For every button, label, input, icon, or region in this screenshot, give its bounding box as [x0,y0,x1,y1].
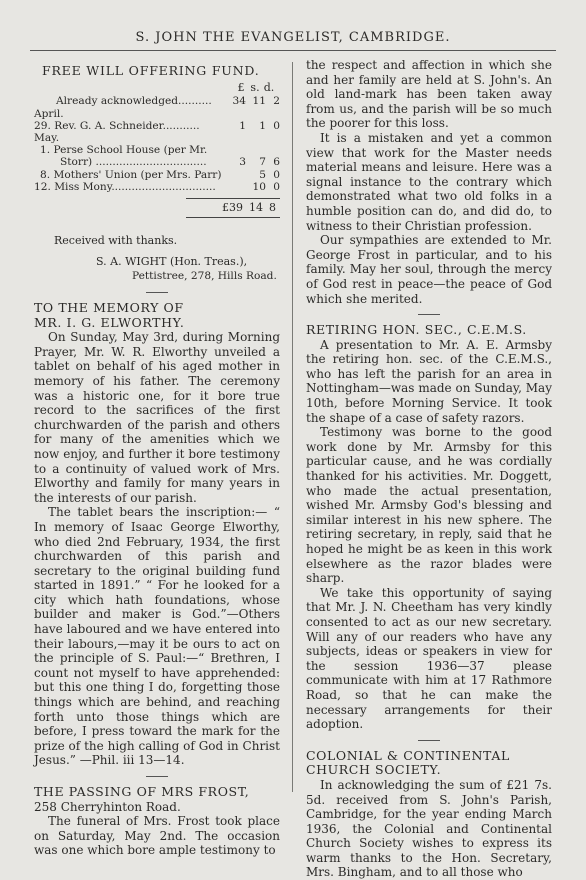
section-separator [418,314,440,315]
left-column [34,58,280,858]
fund-column-headers [34,81,280,96]
colonial-subtitle: CHURCH SOCIETY. [306,762,442,778]
fund-thanks: Received with thanks. [54,234,178,248]
retiring-paragraph: A presentation to Mr. A. E. Armsby the retiring hon. sec. of the C.E.M.S., who has left the parish for an area in Nottingham—was made on Sunday, May 10th, before Morning Service. It took the shape of a case of safety razors. [306,337,552,425]
right-column [306,58,552,880]
section-separator [146,776,168,777]
memory-subtitle: MR. I. G. ELWORTHY. [34,314,185,330]
fund-row: Already acknowledged.......... 34 11 2 [56,95,280,108]
frost-title: THE PASSING OF MRS FROST, [34,784,250,799]
fund-title: FREE WILL OFFERING FUND. [42,63,260,78]
fund-row: Storr) ................................. 3 7 6 [60,156,280,169]
fund-row: 1. Perse School House (per Mr. [40,144,208,156]
fund-month: May. [34,132,60,144]
retiring-title: RETIRING HON. SEC., C.E.M.S. [306,322,527,338]
fund-row: 29. Rev. G. A. Schneider........... 1 1 0 [34,119,280,132]
colonial-paragraph: In acknowledging the sum of £21 7s. 5d. received from S. John's Parish, Cambridge, for the year ending March 1936, the Colonial and Continental Church Society wishes to express its warm thanks to the Hon. Secretary, Mrs. Bingham, and to all those who [306,777,552,880]
fund-month: April. [34,107,64,120]
frost-paragraph: Our sympathies are extended to Mr. George Frost in particular, and to his family. May her soul, through the mercy of God rest in peace—the peace of God which she merited. [306,233,552,306]
memory-title: TO THE MEMORY OF [34,300,184,315]
frost-address: 258 Cherryhinton Road. [34,799,181,814]
frost-paragraph: The funeral of Mrs. Frost took place on Saturday, May 2nd. The occasion was one which bore ample testimony to [34,814,280,858]
treasurer-address: Pettistree, 278, Hills Road. [132,270,277,283]
colonial-title: COLONIAL & CONTINENTAL [306,747,510,763]
fund-total: £39 14 8 [186,198,280,219]
pounds-header: £ [237,80,245,94]
frost-paragraph: the respect and affection in which she and her family are held at S. John's. An old land-mark has been taken away from us, and the parish will be so much the poorer for this loss. [306,58,552,131]
memory-paragraph: On Sunday, May 3rd, during Morning Prayer, Mr. W. R. Elworthy unveiled a tablet on behalf of his aged mother in memory of his father. The ceremony was a historic one, for it bore true record to the sacrifices of the first churchwarden of the parish and others for many of the amenities which we now enjoy, and further it bore testimony to a continuity of valued work of Mrs. Elworthy and family for many years in the interests of our parish. [34,330,280,505]
page-header: S. JOHN THE EVANGELIST, CAMBRIDGE. [135,30,451,45]
retiring-paragraph: Testimony was borne to the good work done by Mr. Armsby for this particular cause, and he was cordially thanked for his activities. Mr. Doggett, who made the actual presentation, wished Mr. Armsby God's blessing and similar interest in his new sphere. The retiring secretary, in reply, said that he hoped he might be as keen in this work elsewhere as the razor blades were sharp. [306,425,552,586]
shillings-header: s. [250,80,260,94]
section-separator [146,292,168,293]
section-separator [418,740,440,741]
header-rule [30,50,556,51]
column-divider [292,62,293,792]
retiring-paragraph: We take this opportunity of saying that Mr. J. N. Cheetham has very kindly consented to act as our new secretary. Will any of our readers who have any subjects, ideas or speakers in view for the session 1936—37 please communicate with him at 17 Rathmore Road, so that he can make the necessary arrangements for their adoption. [306,585,552,732]
fund-row: 12. Miss Mony............................... 10 0 [34,181,280,194]
memory-paragraph: The tablet bears the inscription:— “ In memory of Isaac George Elworthy, who died 2nd February, 1934, the first churchwarden of this parish and secretary to the original building fund started in 1891.” “ For he looked for a city which hath foundations, whose builder and maker is God.”—Others have laboured and we have entered into their labours,—may it be ours to act on the principle of S. Paul:—“ Brethren, I count not myself to have apprehended: but this one thing I do, forgetting those things which are behind, and reaching forth unto those things which are before, I press toward the mark for the prize of the high calling of God in Christ Jesus.” —Phil. iii 13—14. [34,505,280,768]
pence-header: d. [263,80,275,94]
frost-paragraph: It is a mistaken and yet a common view that work for the Master needs material means and leisure. Here was a signal instance to the contrary which demonstrated what two old folks in a humble position can do, and did do, to witness to their Christian profession. [306,130,552,233]
fund-row: 8. Mothers' Union (per Mrs. Parr) 5 0 [40,168,280,181]
treasurer-name: S. A. WIGHT (Hon. Treas.), [96,254,248,268]
